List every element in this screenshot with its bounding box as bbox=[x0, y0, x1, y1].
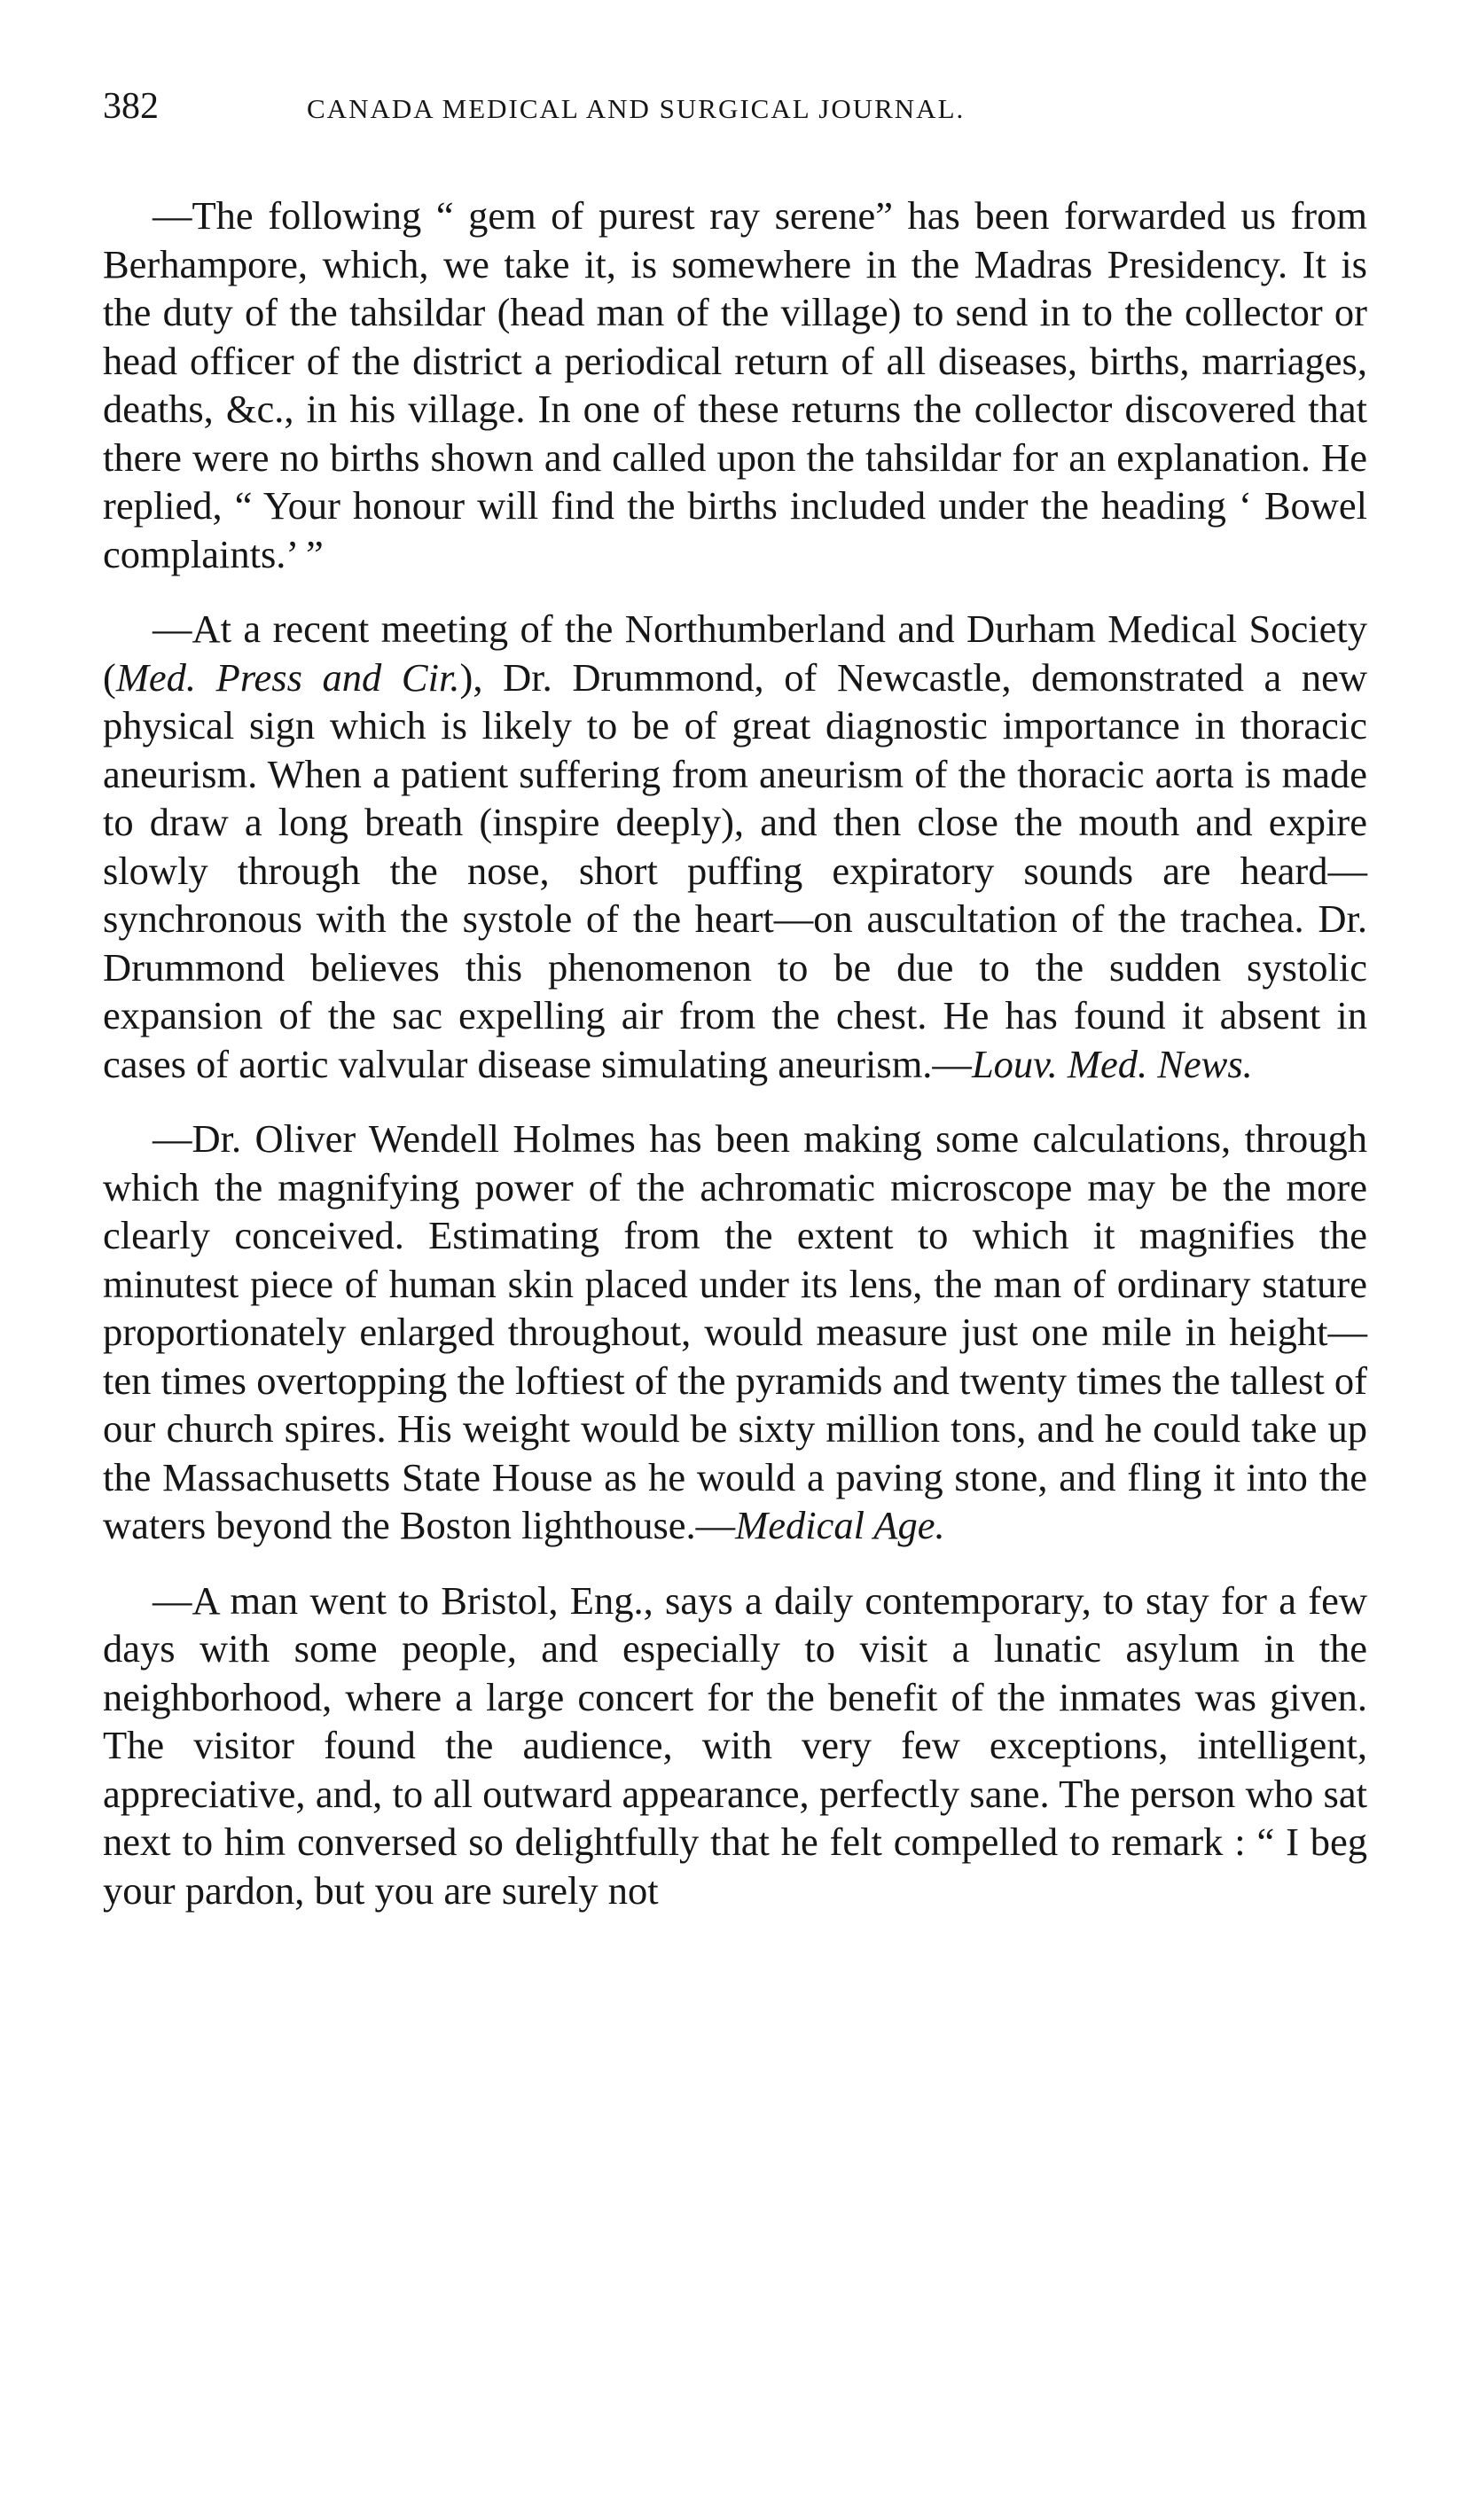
running-head bbox=[103, 85, 1367, 147]
journal-page bbox=[103, 85, 1367, 1941]
article-text-continued: ), Dr. Drummond, of Newcastle, demonstrated a new physical sign which is likely to be of great diagnostic importance in thoracic aneurism. When a patient suffering from aneurism of the thoracic aorta is made to draw a long breath (inspire deeply), and then close the mouth and expire slowly through the nose, short puffing expiratory sounds are heard—synchronous with the systole of the heart—on auscultation of the trachea. Dr. Drummond believes this phenomenon to be due to the sudden systolic expansion of the sac expelling air from the chest. He has found it absent in cases of aortic valvular disease simulating aneurism.— bbox=[103, 654, 1367, 1086]
page-number: 382 bbox=[103, 86, 159, 127]
journal-title: CANADA MEDICAL AND SURGICAL JOURNAL. bbox=[307, 93, 966, 124]
article-thoracic-aneurism bbox=[103, 605, 1367, 1088]
inline-source-citation: Med. Press and Cir. bbox=[115, 654, 460, 700]
article-text: —At a recent meeting of the Northumberland and Durham Medical Society ( bbox=[103, 607, 1367, 700]
source-citation: Medical Age. bbox=[735, 1503, 945, 1547]
article-bristol-asylum bbox=[103, 1577, 1367, 1915]
source-citation: Louv. Med. News. bbox=[971, 1041, 1253, 1086]
article-text: —A man went to Bristol, Eng., says a daily contemporary, to stay for a few days with some people, and especially to visit a lunatic asylum in the neighborhood, where a large concert for the benefit of the inmates was given. The visitor found the audience, with very few exceptions, intelligent, appreciative, and, to all outward appearance, perfectly sane. The person who sat next to him conversed so delightfully that he felt compelled to remark : “ I beg your pardon, but you are surely not bbox=[103, 1577, 1367, 1913]
article-holmes-microscope bbox=[103, 1115, 1367, 1550]
article-text: —Dr. Oliver Wendell Holmes has been making some calculations, through which the magnifying power of the achromatic microscope may be the more clearly conceived. Estimating from the extent to which it magnifies the minutest piece of human skin placed under its lens, the man of ordinary stature proportionately enlarged throughout, would measure just one mile in height—ten times overtopping the loftiest of the pyramids and twenty times the tallest of our church spires. His weight would be sixty million tons, and he could take up the Massachusetts State House as he would a paving stone, and fling it into the waters beyond the Boston lighthouse.— bbox=[103, 1116, 1367, 1547]
article-tahsildar-return bbox=[103, 192, 1367, 578]
article-text: —The following “ gem of purest ray serene” has been forwarded us from Berhampore, which, we take it, is somewhere in the Madras Presidency. It is the duty of the tahsildar (head man of the village) to send in to the collector or head officer of the district a periodical return of all diseases, births, marriages, deaths, &c., in his village. In one of these returns the collector discovered that there were no births shown and called upon the tahsildar for an explanation. He replied, “ Your honour will find the births included under the heading ‘ Bowel complaints.’ ” bbox=[103, 193, 1367, 576]
